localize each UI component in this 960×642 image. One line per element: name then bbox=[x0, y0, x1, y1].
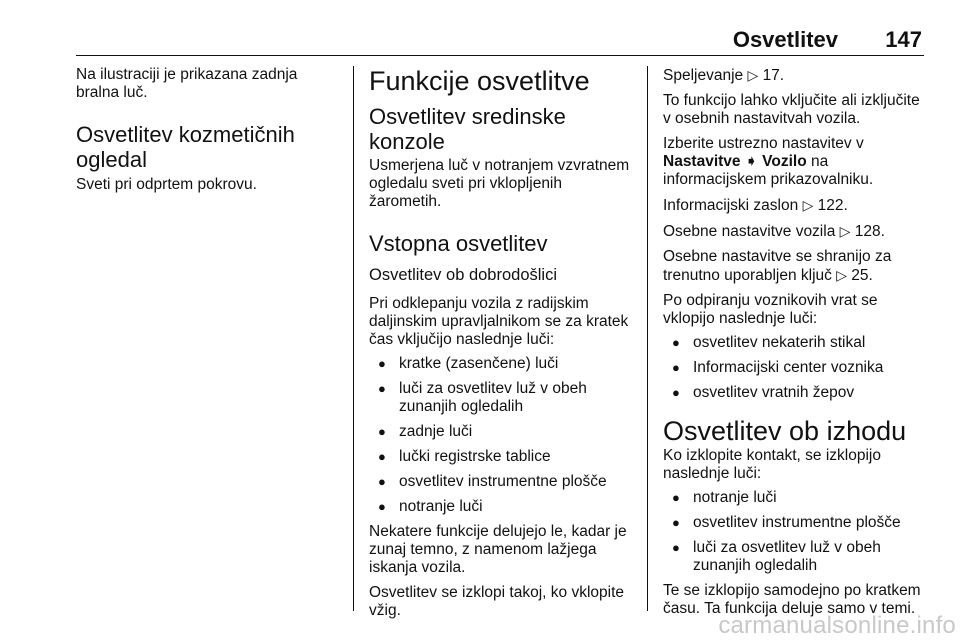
column-left bbox=[76, 66, 336, 194]
exit-text: Ko izklopite kontakt, se izklopijo naslednje luči: bbox=[663, 447, 881, 482]
dark-text: Nekatere funkcije delujejo le, kadar je zunaj temno, z namenom lažjega iskanja vozila. bbox=[369, 523, 627, 576]
main-heading: Funkcije osvetlitve bbox=[369, 66, 590, 96]
list-item: ● osvetlitev instrumentne plošče bbox=[663, 514, 929, 532]
info-ref: Informacijski zaslon ▷ 122. bbox=[663, 197, 848, 214]
steering-ref: Speljevanje ▷ 17. bbox=[663, 67, 785, 84]
list-item: ● Informacijski center voznika bbox=[663, 359, 929, 377]
list-item: ● notranje luči bbox=[369, 498, 637, 516]
column-middle bbox=[369, 66, 637, 620]
menu-arrow-icon: ➧ bbox=[744, 153, 758, 170]
saved-ref: Osebne nastavitve se shranijo za trenutno uporabljen ključ ▷ 25. bbox=[663, 248, 892, 284]
exit-list bbox=[663, 489, 929, 575]
reference-arrow-icon: ▷ bbox=[836, 267, 847, 283]
column-divider-right bbox=[647, 66, 648, 611]
list-item: ● luči za osvetlitev luž v obeh zunanjih ogledalih bbox=[663, 539, 929, 575]
reference-arrow-icon: ▷ bbox=[839, 223, 851, 239]
mirror-heading: Osvetlitev kozmetičnih ogledal bbox=[76, 122, 295, 172]
mirror-text: Sveti pri odprtem pokrovu. bbox=[76, 176, 257, 193]
doors-text: Po odpiranju voznikovih vrat se vklopijo naslednje luči: bbox=[663, 292, 878, 327]
welcome-heading: Osvetlitev ob dobrodošlici bbox=[369, 266, 558, 284]
list-item: ● notranje luči bbox=[663, 489, 929, 507]
page-number: 147 bbox=[885, 27, 922, 52]
select-text: Izberite ustrezno nastavitev v Nastavitve ➧ Vozilo na informacijskem prikazovalniku. bbox=[663, 135, 874, 188]
entry-heading: Vstopna osvetlitev bbox=[369, 231, 548, 256]
menu-vehicle: Vozilo bbox=[762, 153, 807, 170]
list-item: ● zadnje luči bbox=[369, 423, 637, 441]
welcome-text: Pri odklepanju vozila z radijskim daljinskim upravljalnikom se za kratek čas vključijo naslednje luči: bbox=[369, 295, 629, 348]
auto-off-text: Te se izklopijo samodejno po kratkem času. Ta funkcija deluje samo v temi. bbox=[663, 582, 921, 617]
doors-list bbox=[663, 334, 929, 402]
list-item: ● lučki registrske tablice bbox=[369, 448, 637, 466]
section-title: Osvetlitev bbox=[732, 27, 838, 52]
reference-arrow-icon: ▷ bbox=[747, 67, 759, 83]
list-item: ● kratke (zasenčene) luči bbox=[369, 355, 637, 373]
welcome-list bbox=[369, 355, 637, 516]
exit-heading: Osvetlitev ob izhodu bbox=[663, 416, 907, 446]
watermark: carmanualsonline.info bbox=[718, 612, 956, 639]
column-right bbox=[663, 66, 929, 618]
intro-text: Na ilustraciji je prikazana zadnja bralna luč. bbox=[76, 66, 298, 101]
page-header bbox=[76, 27, 924, 56]
menu-settings: Nastavitve bbox=[663, 153, 741, 170]
column-divider-left bbox=[353, 66, 354, 611]
personal-ref: Osebne nastavitve vozila ▷ 128. bbox=[663, 223, 885, 240]
reference-arrow-icon: ▷ bbox=[802, 197, 814, 213]
list-item: ● luči za osvetlitev luž v obeh zunanjih ogledalih bbox=[369, 380, 637, 416]
list-item: ● osvetlitev instrumentne plošče bbox=[369, 473, 637, 491]
center-console-text: Usmerjena luč v notranjem vzvratnem ogledalu sveti pri vklopljenih žarometih. bbox=[369, 157, 630, 210]
center-console-heading: Osvetlitev sredinske konzole bbox=[369, 104, 566, 154]
toggle-text: To funkcijo lahko vključite ali izključite v osebnih nastavitvah vozila. bbox=[663, 92, 920, 127]
list-item: ● osvetlitev nekaterih stikal bbox=[663, 334, 929, 352]
off-text: Osvetlitev se izklopi takoj, ko vklopite vžig. bbox=[369, 584, 624, 619]
list-item: ● osvetlitev vratnih žepov bbox=[663, 384, 929, 402]
